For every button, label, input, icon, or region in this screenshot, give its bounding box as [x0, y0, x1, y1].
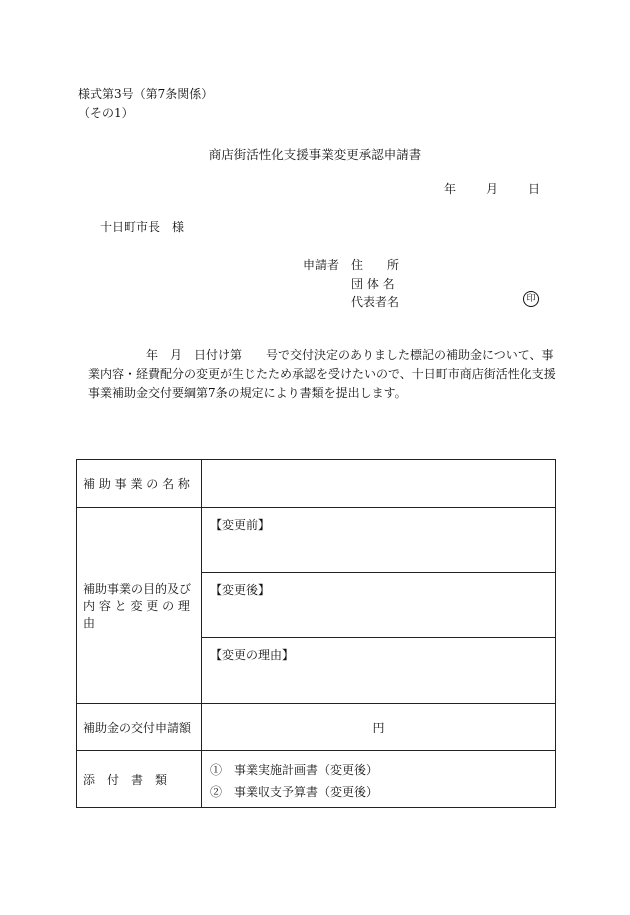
project-name-cell[interactable] — [202, 460, 556, 508]
body-text — [88, 346, 558, 403]
amount-unit: 円 — [372, 720, 385, 735]
date-year: 年 — [443, 182, 456, 196]
date-day: 日 — [527, 182, 540, 196]
before-change-heading: 【変更前】 — [210, 518, 271, 532]
document-title: 商店街活性化支援事業変更承認申請書 — [208, 147, 422, 162]
applicant-org-label: 団 体 名 — [351, 277, 395, 291]
applicant-address-label: 住 所 — [351, 258, 400, 272]
attachment-item: ② 事業収支予算書（変更後） — [210, 785, 379, 799]
before-change-cell[interactable] — [202, 508, 556, 573]
applicant-rep-label: 代表者名 — [351, 295, 400, 309]
amount-label: 補助金の交付申請額 — [77, 704, 202, 751]
seal-mark: 印 — [523, 291, 539, 307]
purpose-label: 補助事業の目的及び 内 容 と 変 更 の 理 由 — [77, 508, 202, 704]
attachment-item: ① 事業実施計画書（変更後） — [210, 763, 379, 777]
form-sub-number: （その1） — [78, 106, 134, 120]
attachments-cell — [202, 751, 556, 808]
change-reason-heading: 【変更の理由】 — [210, 648, 295, 662]
addressee: 十日町市長 様 — [100, 220, 185, 234]
body-line: 年 月 日付け第 号で交付決定のありました標記の補助金について、事 — [146, 348, 554, 362]
after-change-heading: 【変更後】 — [210, 583, 271, 597]
amount-cell[interactable] — [202, 704, 556, 751]
change-reason-cell[interactable] — [202, 638, 556, 704]
body-line: 事業補助金交付要綱第7条の規定により書類を提出します。 — [88, 386, 407, 400]
body-line: 業内容・経費配分の変更が生じたため承認を受けたいので、十日町市商店街活性化支援 — [88, 367, 556, 381]
form-number: 様式第3号（第7条関係） — [78, 87, 214, 101]
date-month: 月 — [485, 182, 498, 196]
after-change-cell[interactable] — [202, 573, 556, 638]
date-line — [444, 180, 540, 197]
application-table — [76, 459, 556, 808]
applicant-label: 申請者 — [303, 258, 340, 272]
attachments-label: 添 付 書 類 — [77, 751, 202, 808]
project-name-label: 補 助 事 業 の 名 称 — [77, 460, 202, 508]
